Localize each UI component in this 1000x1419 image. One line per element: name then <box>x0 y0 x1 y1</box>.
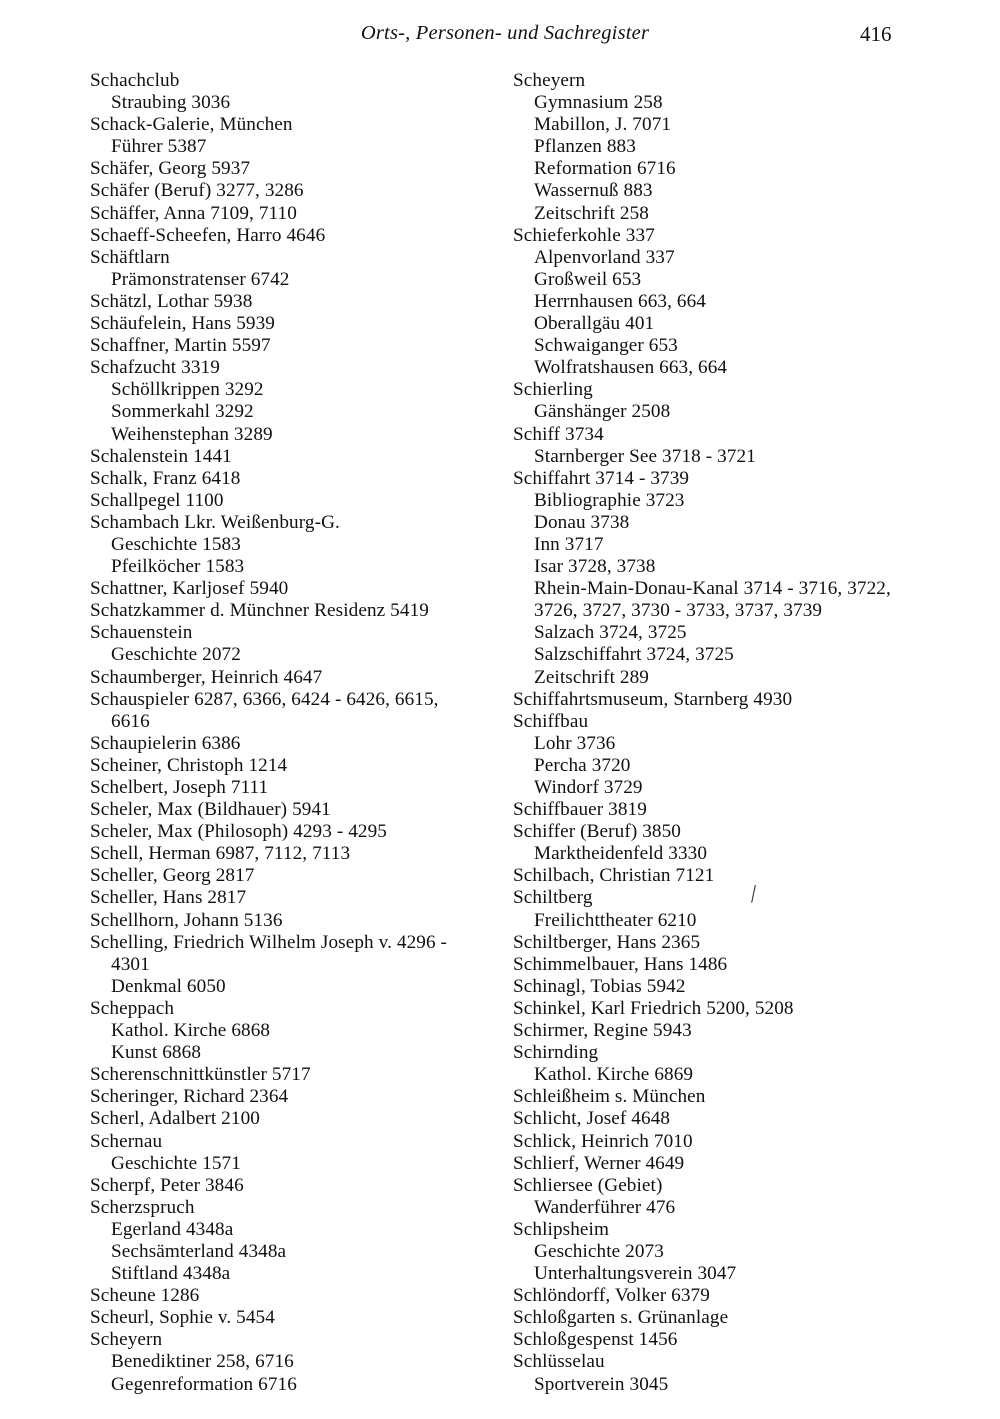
index-entry: Schaumberger, Heinrich 4647 <box>90 666 323 688</box>
index-entry: Schalk, Franz 6418 <box>90 467 241 489</box>
index-entry: Schäufelein, Hans 5939 <box>90 313 275 335</box>
index-entry: Schlüsselau <box>513 1351 605 1373</box>
index-entry: Schatzkammer d. Münchner Residenz 5419 <box>90 600 429 622</box>
index-entry: Schiffer (Beruf) 3850 <box>513 821 681 843</box>
index-entry: Schloßgarten s. Grünanlage <box>513 1307 729 1329</box>
index-subentry: Schwaiganger 653 <box>534 335 678 357</box>
index-entry: Schelling, Friedrich Wilhelm Joseph v. 4296 - <box>90 931 448 953</box>
index-entry: Schambach Lkr. Weißenburg-G. <box>90 511 340 533</box>
index-subentry: Gänshänger 2508 <box>534 401 671 423</box>
index-entry: Schaupielerin 6386 <box>90 732 241 754</box>
index-entry: Schell, Herman 6987, 7112, 7113 <box>90 843 351 865</box>
index-entry: Schiff 3734 <box>513 423 604 445</box>
index-column-left <box>90 70 510 1396</box>
index-subentry: Salzach 3724, 3725 <box>534 622 687 644</box>
index-entry: Schlöndorff, Volker 6379 <box>513 1285 710 1307</box>
index-entry: Schafzucht 3319 <box>90 357 220 379</box>
index-subentry: Salzschiffahrt 3724, 3725 <box>534 644 734 666</box>
index-entry: Schinkel, Karl Friedrich 5200, 5208 <box>513 997 794 1019</box>
running-header-title: Orts-, Personen- und Sachregister <box>360 22 650 44</box>
index-entry: Schleißheim s. München <box>513 1086 706 1108</box>
index-subentry: Geschichte 1571 <box>111 1152 241 1174</box>
index-entry: Schiffbauer 3819 <box>513 799 647 821</box>
index-entry: Schliersee (Gebiet) <box>513 1174 663 1196</box>
index-subentry: Wassernuß 883 <box>534 180 653 202</box>
index-entry: Scherl, Adalbert 2100 <box>90 1108 260 1130</box>
index-entry: Schilbach, Christian 7121 <box>513 865 715 887</box>
index-subentry: Stiftland 4348a <box>111 1263 231 1285</box>
index-subentry: Pflanzen 883 <box>534 136 636 158</box>
index-subentry: Percha 3720 <box>534 754 631 776</box>
index-subentry: Gymnasium 258 <box>534 92 663 114</box>
index-subentry: Sportverein 3045 <box>534 1373 669 1395</box>
index-entry: Scheiner, Christoph 1214 <box>90 754 288 776</box>
index-subentry: Inn 3717 <box>534 533 604 555</box>
index-subentry: Denkmal 6050 <box>111 975 226 997</box>
index-entry: Schloßgespenst 1456 <box>513 1329 678 1351</box>
index-subentry: Wanderführer 476 <box>534 1196 676 1218</box>
index-entry: Schirmer, Regine 5943 <box>513 1020 692 1042</box>
index-subentry: Freilichttheater 6210 <box>534 909 697 931</box>
index-entry: Schlicht, Josef 4648 <box>513 1108 671 1130</box>
index-subentry: Gegenreformation 6716 <box>111 1373 297 1395</box>
index-subentry: Kunst 6868 <box>111 1042 202 1064</box>
index-subentry: 6616 <box>111 710 150 732</box>
index-subentry: Pfeilköcher 1583 <box>111 556 245 578</box>
index-entry: Schlipsheim <box>513 1218 609 1240</box>
index-subentry: Straubing 3036 <box>111 92 231 114</box>
index-entry: Schlierf, Werner 4649 <box>513 1152 685 1174</box>
index-entry: Schiltberg <box>513 887 593 909</box>
index-subentry: 4301 <box>111 953 150 975</box>
index-entry: Schlick, Heinrich 7010 <box>513 1130 693 1152</box>
index-entry: Schellhorn, Johann 5136 <box>90 909 283 931</box>
index-entry: Schieferkohle 337 <box>513 224 655 246</box>
index-subentry: Alpenvorland 337 <box>534 246 675 268</box>
page-number: 416 <box>860 22 892 46</box>
index-subentry: Geschichte 2072 <box>111 644 241 666</box>
index-subentry: Rhein-Main-Donau-Kanal 3714 - 3716, 3722, <box>534 578 891 600</box>
index-subentry: Reformation 6716 <box>534 158 676 180</box>
index-subentry: Wolfratshausen 663, 664 <box>534 357 728 379</box>
index-entry: Schäfer (Beruf) 3277, 3286 <box>90 180 304 202</box>
index-subentry: Geschichte 1583 <box>111 533 241 555</box>
index-subentry: Zeitschrift 289 <box>534 666 649 688</box>
index-subentry: Schöllkrippen 3292 <box>111 379 264 401</box>
index-entry: Schäfer, Georg 5937 <box>90 158 251 180</box>
index-subentry: Kathol. Kirche 6869 <box>534 1064 694 1086</box>
index-entry: Schimmelbauer, Hans 1486 <box>513 953 728 975</box>
index-subentry: Geschichte 2073 <box>534 1240 664 1262</box>
index-entry: Schaffner, Martin 5597 <box>90 335 271 357</box>
index-subentry: Führer 5387 <box>111 136 207 158</box>
index-entry: Schallpegel 1100 <box>90 489 224 511</box>
index-entry: Scheurl, Sophie v. 5454 <box>90 1307 275 1329</box>
index-subentry: Donau 3738 <box>534 511 630 533</box>
index-entry: Scherenschnittkünstler 5717 <box>90 1064 311 1086</box>
index-entry: Schernau <box>90 1130 163 1152</box>
index-entry: Schiltberger, Hans 2365 <box>513 931 701 953</box>
index-subentry: Marktheidenfeld 3330 <box>534 843 708 865</box>
index-subentry: Sommerkahl 3292 <box>111 401 254 423</box>
index-subentry: Weihenstephan 3289 <box>111 423 273 445</box>
index-entry: Scherpf, Peter 3846 <box>90 1174 244 1196</box>
index-subentry: Egerland 4348a <box>111 1218 234 1240</box>
index-entry: Schiffahrt 3714 - 3739 <box>513 467 690 489</box>
index-entry: Schaeff-Scheefen, Harro 4646 <box>90 224 326 246</box>
index-subentry: Unterhaltungsverein 3047 <box>534 1263 737 1285</box>
index-subentry: Kathol. Kirche 6868 <box>111 1020 271 1042</box>
index-subentry: Zeitschrift 258 <box>534 202 649 224</box>
index-entry: Schäffer, Anna 7109, 7110 <box>90 202 297 224</box>
index-subentry: Bibliographie 3723 <box>534 489 685 511</box>
index-column-right <box>513 70 933 1396</box>
index-subentry: Isar 3728, 3738 <box>534 556 656 578</box>
index-entry: Schinagl, Tobias 5942 <box>513 975 686 997</box>
index-entry: Schachclub <box>90 70 180 91</box>
index-entry: Schierling <box>513 379 593 401</box>
index-subentry: Mabillon, J. 7071 <box>534 114 672 136</box>
index-subentry: Großweil 653 <box>534 268 642 290</box>
index-entry: Scheller, Hans 2817 <box>90 887 247 909</box>
index-entry: Schauspieler 6287, 6366, 6424 - 6426, 6615, <box>90 688 439 710</box>
index-entry: Scheyern <box>90 1329 163 1351</box>
index-subentry: Prämonstratenser 6742 <box>111 268 290 290</box>
index-entry: Schirnding <box>513 1042 599 1064</box>
index-entry: Schiffahrtsmuseum, Starnberg 4930 <box>513 688 793 710</box>
index-entry: Schätzl, Lothar 5938 <box>90 290 253 312</box>
index-entry: Schelbert, Joseph 7111 <box>90 777 269 798</box>
index-entry: Schauenstein <box>90 622 193 644</box>
index-entry: Scheyern <box>513 70 586 91</box>
index-subentry: Starnberger See 3718 - 3721 <box>534 445 756 467</box>
index-entry: Scheringer, Richard 2364 <box>90 1086 289 1108</box>
index-subentry: Herrnhausen 663, 664 <box>534 290 706 312</box>
index-entry: Schattner, Karljosef 5940 <box>90 578 289 600</box>
index-entry: Schack-Galerie, München <box>90 114 293 136</box>
index-entry: Schalenstein 1441 <box>90 445 232 467</box>
index-entry: Scherzspruch <box>90 1196 195 1218</box>
index-entry: Schäftlarn <box>90 246 170 268</box>
index-subentry: Benediktiner 258, 6716 <box>111 1351 294 1373</box>
index-entry: Scheune 1286 <box>90 1285 200 1307</box>
index-subentry: Sechsämterland 4348a <box>111 1240 287 1262</box>
index-entry: Scheller, Georg 2817 <box>90 865 255 887</box>
index-entry: Scheppach <box>90 997 175 1019</box>
index-entry: Schiffbau <box>513 710 589 732</box>
index-entry: Scheler, Max (Philosoph) 4293 - 4295 <box>90 821 388 843</box>
index-subentry: Lohr 3736 <box>534 732 616 754</box>
index-subentry: 3726, 3727, 3730 - 3733, 3737, 3739 <box>534 600 823 622</box>
index-subentry: Windorf 3729 <box>534 777 643 798</box>
index-subentry: Oberallgäu 401 <box>534 313 655 335</box>
index-entry: Scheler, Max (Bildhauer) 5941 <box>90 799 331 821</box>
